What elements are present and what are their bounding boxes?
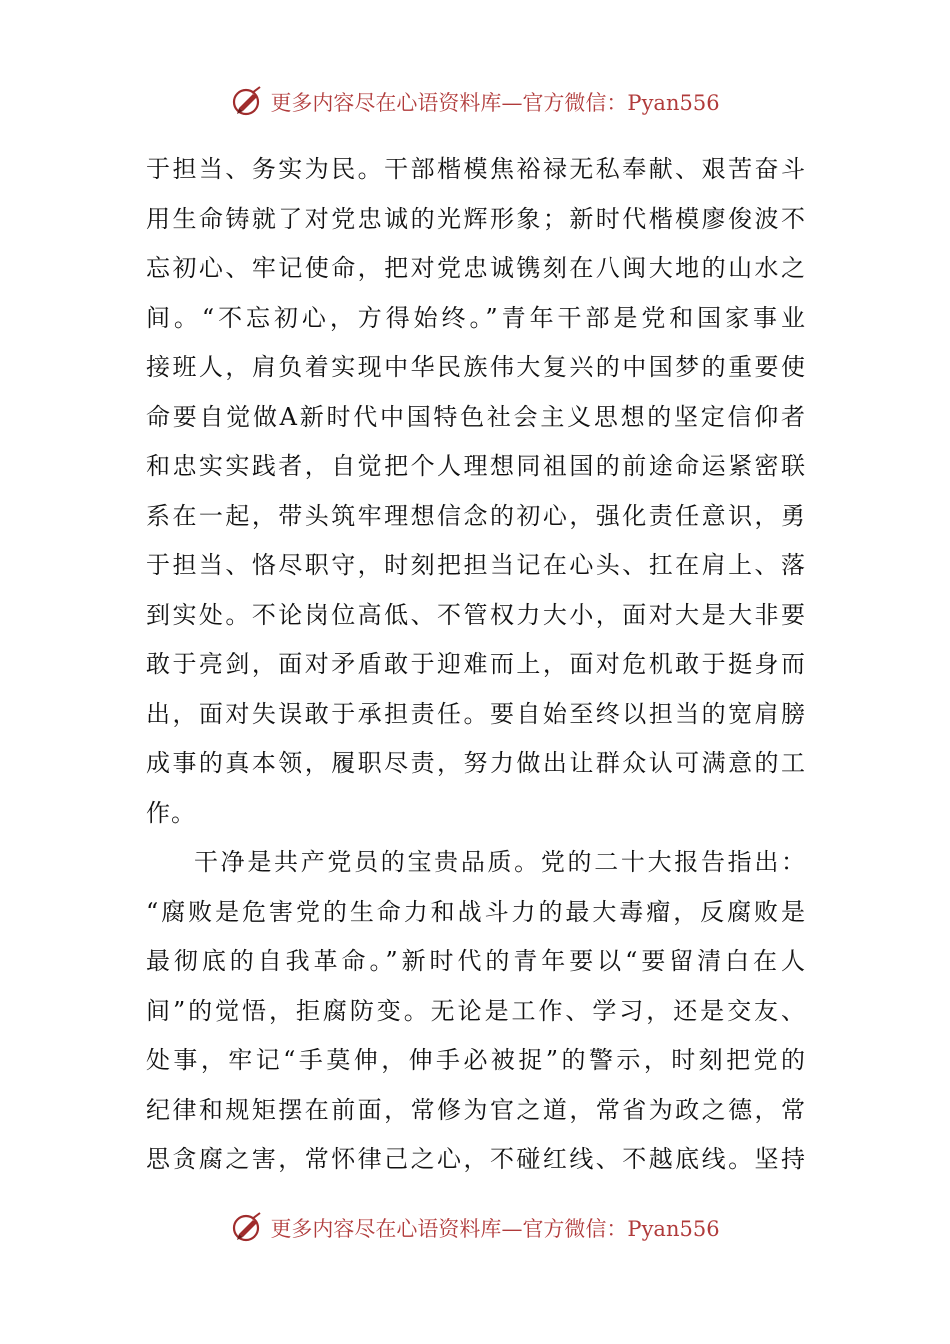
text-line: 系在一起，带头筑牢理想信念的初心，强化责任意识，勇 bbox=[146, 501, 806, 530]
text-line: 间。“不忘初心，方得始终。”青年干部是党和国家事业 bbox=[146, 303, 806, 332]
header-banner bbox=[0, 82, 950, 122]
banner-brand: 更多内容尽在心语资料库 bbox=[270, 1217, 502, 1241]
text-line: 处事，牢记“手莫伸，伸手必被捉”的警示，时刻把党的 bbox=[146, 1046, 806, 1074]
text-line: 思贪腐之害，常怀律己之心，不碰红线、不越底线。坚持 bbox=[146, 1145, 806, 1173]
pen-seal-logo-icon bbox=[230, 1210, 266, 1246]
text-line: 忘初心、牢记使命，把对党忠诚镌刻在八闽大地的山水之 bbox=[146, 254, 806, 282]
text-line: 命要自觉做A新时代中国特色社会主义思想的坚定信仰者 bbox=[146, 402, 806, 431]
banner-text bbox=[270, 87, 719, 117]
text-line: 敢于亮剑，面对矛盾敢于迎难而上，面对危机敢于挺身而 bbox=[146, 650, 806, 678]
text-line: 和忠实实践者，自觉把个人理想同祖国的前途命运紧密联 bbox=[146, 452, 806, 480]
pen-seal-logo-icon bbox=[230, 84, 266, 120]
text-line: 间”的觉悟，拒腐防变。无论是工作、学习，还是交友、 bbox=[146, 996, 806, 1025]
banner-brand: 更多内容尽在心语资料库 bbox=[270, 91, 502, 115]
text-line: 到实处。不论岗位高低、不管权力大小，面对大是大非要 bbox=[146, 600, 806, 629]
text-line: 接班人，肩负着实现中华民族伟大复兴的中国梦的重要使 bbox=[146, 353, 806, 381]
text-line: 出，面对失误敢于承担责任。要自始至终以担当的宽肩膀 bbox=[146, 699, 806, 728]
text-line: 于担当、务实为民。干部楷模焦裕禄无私奉献、艰苦奋斗 bbox=[146, 155, 806, 183]
text-line: 纪律和规矩摆在前面，常修为官之道，常省为政之德，常 bbox=[146, 1095, 806, 1124]
text-line: 作。 bbox=[146, 798, 196, 827]
banner-wechat: 官方微信：Pyan556 bbox=[522, 91, 720, 115]
text-line: 用生命铸就了对党忠诚的光辉形象；新时代楷模廖俊波不 bbox=[146, 204, 806, 233]
banner-separator: — bbox=[501, 1217, 523, 1241]
text-line: 最彻底的自我革命。”新时代的青年要以“要留清白在人 bbox=[146, 947, 806, 975]
footer-banner bbox=[0, 1208, 950, 1248]
paragraph-start-line: 干净是共产党员的宝贵品质。党的二十大报告指出： bbox=[194, 848, 806, 876]
document-body bbox=[146, 145, 806, 1185]
text-line: 成事的真本领，履职尽责，努力做出让群众认可满意的工 bbox=[146, 749, 806, 777]
banner-wechat: 官方微信：Pyan556 bbox=[522, 1217, 720, 1241]
text-line: 于担当、恪尽职守，时刻把担当记在心头、扛在肩上、落 bbox=[146, 551, 806, 579]
banner-separator: — bbox=[501, 91, 523, 115]
text-line: “腐败是危害党的生命力和战斗力的最大毒瘤，反腐败是 bbox=[146, 897, 806, 926]
banner-text bbox=[270, 1213, 719, 1243]
